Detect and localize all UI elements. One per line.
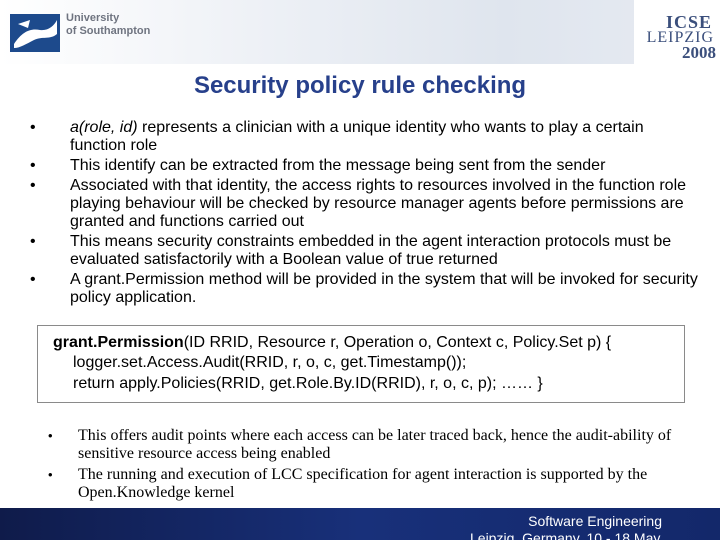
slide-title: Security policy rule checking	[193, 72, 527, 99]
header-banner	[0, 0, 720, 64]
bullet-icon: •	[30, 271, 36, 288]
top-bullet-list	[30, 119, 700, 309]
code-block	[37, 325, 685, 403]
university-name-line1: University	[66, 12, 120, 24]
conference-name: ICSE	[665, 12, 712, 32]
code-line-3: return apply.Policies(RRID, get.Role.By.ID(RRID), r, o, c, p); …… }	[73, 375, 543, 392]
list-item-text: A grant.Permission method will be provided in the system that will be invoked for security policy application.	[70, 271, 698, 306]
university-crest-icon	[10, 14, 60, 52]
code-line-1	[53, 333, 611, 352]
list-item-text: This identify can be extracted from the message being sent from the sender	[70, 157, 606, 174]
university-logo	[10, 12, 160, 52]
list-item	[30, 177, 700, 231]
bullet-icon: •	[30, 177, 36, 194]
list-item	[30, 271, 700, 307]
list-item-text: The running and execution of LCC specification for agent interaction is supported by the Open.Knowledge kernel	[78, 466, 648, 501]
footer-location-dates: Leipzig, Germany, 10 - 18 May	[470, 530, 661, 546]
bullet-icon: •	[30, 233, 36, 250]
footer-bar	[0, 508, 720, 546]
footer-conference-name: Software Engineering	[528, 513, 662, 529]
list-item	[48, 427, 688, 463]
code-line-2: logger.set.Access.Audit(RRID, r, o, c, get.Timestamp());	[73, 354, 467, 371]
conference-logo	[634, 0, 720, 64]
list-item	[30, 233, 700, 269]
list-item-text: This means security constraints embedded in the agent interaction protocols must be evaluated satisfactorily with a Boolean value of true returned	[70, 233, 672, 268]
bullet-icon: •	[48, 428, 53, 443]
list-item	[30, 157, 700, 175]
bullet-icon: •	[30, 119, 36, 136]
university-name	[66, 12, 150, 38]
list-item-text: This offers audit points where each access can be later traced back, hence the audit-ability of sensitive resource access being enabled	[78, 427, 672, 462]
bottom-bullet-list	[48, 427, 688, 505]
conference-year: 2008	[682, 43, 716, 62]
list-item	[30, 119, 700, 155]
university-name-line2: of Southampton	[66, 25, 151, 37]
method-signature: (ID RRID, Resource r, Operation o, Context c, Policy.Set p) {	[183, 334, 612, 351]
bullet-icon: •	[30, 157, 36, 174]
list-item-text: Associated with that identity, the access rights to resources involved in the function role playing behaviour will be checked by resource manager agents before permissions are granted and functions carried out	[70, 177, 687, 230]
list-item-text: represents a clinician with a unique identity who wants to play a certain function role	[70, 119, 644, 154]
role-id-term: a(role, id)	[70, 119, 138, 136]
method-name: grant.Permission	[53, 334, 184, 351]
conference-city: LEIPZIG	[646, 29, 714, 46]
bullet-icon: •	[48, 467, 53, 482]
list-item	[48, 466, 688, 502]
